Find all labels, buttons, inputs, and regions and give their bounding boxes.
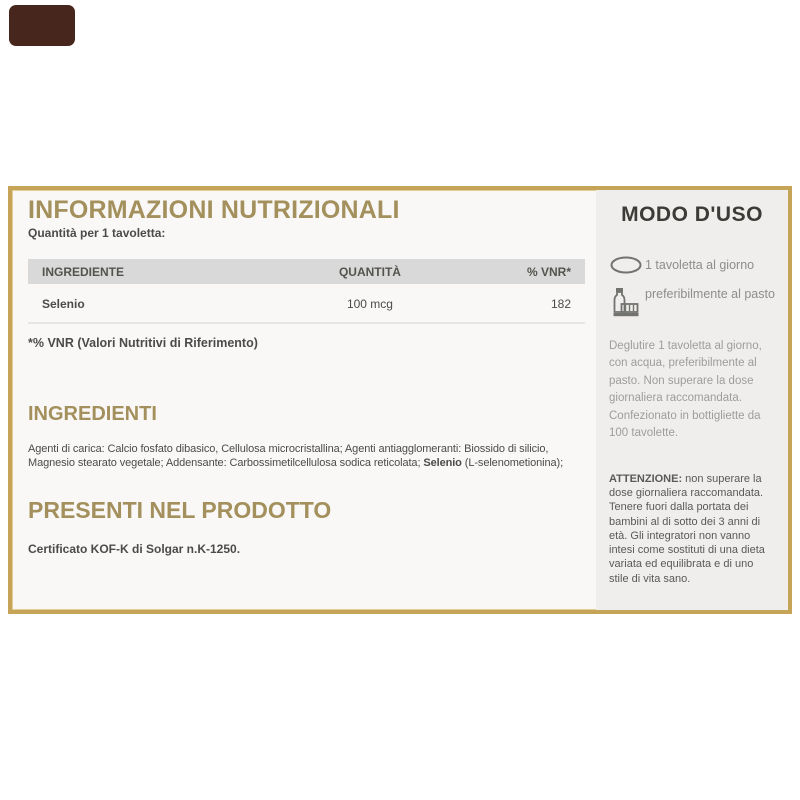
certification-text: Certificato KOF-K di Solgar n.K-1250. [28,542,241,557]
ingredients-text-suffix: (L-selenometionina); [461,457,564,470]
warning-body: non superare la dose giornaliera raccomandata. Tenere fuori dalla portata dei bambini al di sotto dei 3 anni di età. Gli integratori non vanno intesi come sostituti di una dieta variata ed equilibrata e di uno stile di vita sano. [609,472,765,585]
usage-row-dose [609,254,775,275]
usage-description: Deglutire 1 tavoletta al giorno, con acqua, preferibilmente al pasto. Non superare la dose giornaliera raccomandata. Confezionato in bottigliette da 100 tavolette. [609,340,762,440]
header-cell-ingredient: INGREDIENTE [42,265,125,280]
cell-vnr-value: 182 [550,297,571,312]
warning-label: ATTENZIONE: [609,472,683,485]
nutrition-title: INFORMAZIONI NUTRIZIONALI [28,196,400,224]
warning-text [609,472,775,589]
usage-row-dose-label: 1 tavoletta al giorno [645,258,755,272]
ingredients-title: INGREDIENTI [28,403,157,426]
usage-instructions-list [609,254,775,327]
serving-size-note: Quantità per 1 tavoletta: [28,226,166,241]
ingredients-text-main: Agenti di carica: Calcio fosfato dibasico, Cellulosa microcristallina; Agenti antiagglomeranti: Biossido di silicio, Magnesio stearato vegetale; Addensante: Carbossimetilcellulosa sodica reticolata; [28,442,549,470]
ingredients-text-selenium: Selenio [423,457,462,470]
header-cell-quantity: QUANTITÀ [338,265,401,280]
certifications-title: PRESENTI NEL PRODOTTO [28,497,332,524]
usage-title: MODO D'USO [621,203,763,226]
usage-panel [596,190,788,610]
usage-row-meal-label: preferibilmente al pasto [645,287,775,301]
product-label-box [8,186,792,614]
cell-quantity-value: 100 mcg [346,297,393,312]
cell-ingredient-name: Selenio [42,297,85,312]
vnr-footnote: *% VNR (Valori Nutritivi di Riferimento) [28,336,258,351]
brand-logo [9,5,75,46]
ingredients-text [28,442,588,471]
nutrition-panel [12,190,596,610]
usage-row-meal [609,284,775,318]
header-cell-vnr: % VNR* [526,265,571,280]
meal-icon [609,284,645,318]
nutrition-table [28,259,585,324]
table-header-row [28,259,585,284]
table-row [28,284,585,324]
tablet-icon [609,254,645,275]
